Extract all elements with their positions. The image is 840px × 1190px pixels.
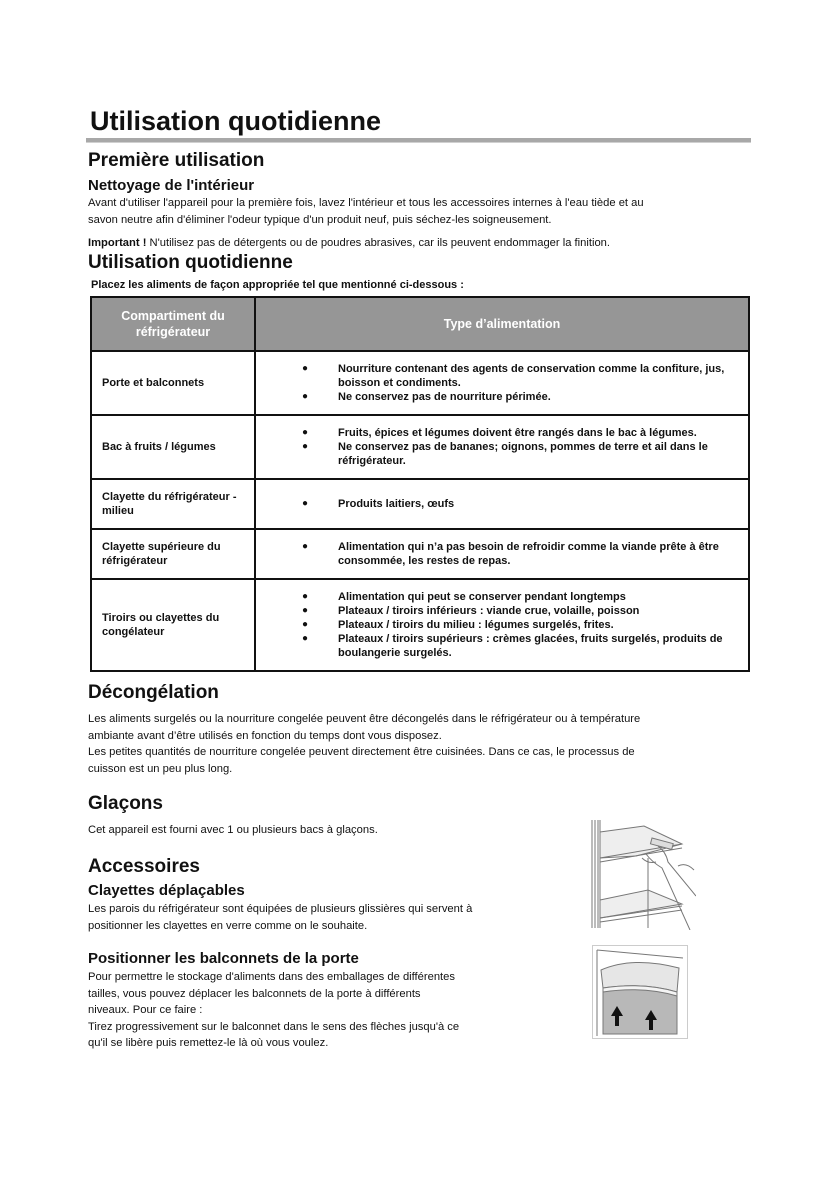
- table-row: [91, 351, 749, 415]
- table-row: [91, 579, 749, 671]
- bullet-item: ● Alimentation qui peut se conserver pendant longtemps: [302, 591, 626, 603]
- bullet-item: ● Produits laitiers, œufs: [302, 498, 455, 510]
- defrosting-line-4: cuisson est un peu plus long.: [88, 762, 233, 775]
- ice-text: Cet appareil est fourni avec 1 ou plusieurs bacs à glaçons.: [88, 824, 378, 836]
- cleaning-text-line-2: savon neutre afin d'éliminer l'odeur typique d'un produit neuf, puis séchez-les soigneusement.: [88, 213, 552, 226]
- bullet-item: ● Alimentation qui n’a pas besoin de refroidir comme la viande prête à être consommée, les restes de repas.: [302, 541, 719, 567]
- defrosting-line-2: ambiante avant d’être utilisés en fonction du temps dont vous disposez.: [88, 729, 442, 742]
- shelf-hand-icon: [586, 818, 696, 930]
- defrosting-heading: Décongélation: [88, 682, 219, 703]
- food-type-cell: [255, 351, 749, 415]
- defrosting-paragraph: [88, 711, 748, 777]
- table-header-row: [91, 297, 749, 351]
- table-row: [91, 479, 749, 529]
- important-text: N'utilisez pas de détergents ou de poudres abrasives, car ils peuvent endommager la finition.: [146, 237, 610, 249]
- accessories-heading: Accessoires: [88, 856, 200, 877]
- bullet-icon: ●: [302, 498, 309, 509]
- door-line-3: niveaux. Pour ce faire :: [88, 1004, 203, 1016]
- first-use-heading: Première utilisation: [88, 150, 265, 171]
- bullet-item: ● Fruits, épices et légumes doivent être rangés dans le bac à légumes.: [302, 427, 697, 439]
- bullet-icon: ●: [302, 363, 309, 374]
- door-line-2: tailles, vous pouvez déplacer les balconnets de la porte à différents: [88, 987, 421, 1000]
- bullet-item: ● Plateaux / tiroirs inférieurs : viande crue, volaille, poisson: [302, 605, 640, 617]
- header-food-type: Type d’alimentation: [255, 297, 749, 351]
- door-line-5: qu'il se libère puis remettez-le là où vous voulez.: [88, 1037, 329, 1049]
- important-note: [88, 235, 748, 252]
- defrosting-line-1: Les aliments surgelés ou la nourriture congelée peuvent être décongelés dans le réfrigérateur ou à température: [88, 713, 641, 725]
- shelves-heading: Clayettes déplaçables: [88, 882, 245, 899]
- bullet-icon: ●: [302, 633, 309, 644]
- food-type-cell: [255, 479, 749, 529]
- cleaning-text-line-1: Avant d'utiliser l'appareil pour la première fois, lavez l'intérieur et tous les accessoires internes à l'eau tiède et au: [88, 197, 644, 209]
- daily-use-intro: Placez les aliments de façon appropriée tel que mentionné ci-dessous :: [91, 279, 464, 291]
- shelf-removal-illustration: [586, 818, 696, 930]
- compartment-cell: Porte et balconnets: [91, 351, 255, 415]
- door-line-4: Tirez progressivement sur le balconnet dans le sens des flèches jusqu'à ce: [88, 1020, 460, 1033]
- bullet-item: ● Ne conservez pas de nourriture périmée.: [302, 391, 551, 403]
- shelves-paragraph: [88, 901, 568, 934]
- title-underline-rule: [86, 138, 751, 143]
- page-title: Utilisation quotidienne: [90, 106, 381, 136]
- shelves-line-1: Les parois du réfrigérateur sont équipées de plusieurs glissières qui servent à: [88, 903, 473, 915]
- daily-use-heading: Utilisation quotidienne: [88, 252, 293, 273]
- bullet-icon: ●: [302, 541, 309, 552]
- food-storage-table: [90, 296, 750, 672]
- table-row: [91, 529, 749, 579]
- food-type-cell: [255, 415, 749, 479]
- door-balcony-heading: Positionner les balconnets de la porte: [88, 950, 359, 967]
- door-line-1: Pour permettre le stockage d'aliments dans des emballages de différentes: [88, 971, 455, 983]
- bullet-item: ● Plateaux / tiroirs du milieu : légumes surgelés, frites.: [302, 619, 614, 631]
- compartment-cell: Clayette supérieure du réfrigérateur: [91, 529, 255, 579]
- cleaning-heading: Nettoyage de l'intérieur: [88, 177, 255, 194]
- compartment-cell: Clayette du réfrigérateur - milieu: [91, 479, 255, 529]
- bullet-item: ● Ne conservez pas de bananes; oignons, pommes de terre et ail dans le réfrigérateur.: [302, 441, 708, 467]
- cleaning-paragraph: [88, 195, 748, 228]
- bullet-icon: ●: [302, 619, 309, 630]
- bullet-item: ● Nourriture contenant des agents de conservation comme la confiture, jus, boisson et condiments.: [302, 363, 725, 389]
- ice-heading: Glaçons: [88, 793, 163, 814]
- door-balcony-arrows-icon: [593, 946, 687, 1038]
- bullet-icon: ●: [302, 605, 309, 616]
- bullet-icon: ●: [302, 391, 309, 402]
- defrosting-line-3: Les petites quantités de nourriture congelée peuvent directement être cuisinées. Dans ce cas, le processus de: [88, 746, 635, 758]
- important-label: Important !: [88, 237, 147, 249]
- door-balcony-paragraph: [88, 969, 568, 1052]
- bullet-icon: ●: [302, 441, 309, 452]
- header-compartment: Compartiment du réfrigérateur: [91, 297, 255, 351]
- door-balcony-illustration: [592, 945, 688, 1039]
- food-type-cell: [255, 579, 749, 671]
- compartment-cell: Tiroirs ou clayettes du congélateur: [91, 579, 255, 671]
- shelves-line-2: positionner les clayettes en verre comme on le souhaite.: [88, 919, 368, 932]
- bullet-item: ● Plateaux / tiroirs supérieurs : crèmes glacées, fruits surgelés, produits de boulangerie surgelés.: [302, 633, 723, 659]
- food-type-cell: [255, 529, 749, 579]
- bullet-icon: ●: [302, 427, 309, 438]
- bullet-icon: ●: [302, 591, 309, 602]
- table-row: [91, 415, 749, 479]
- compartment-cell: Bac à fruits / légumes: [91, 415, 255, 479]
